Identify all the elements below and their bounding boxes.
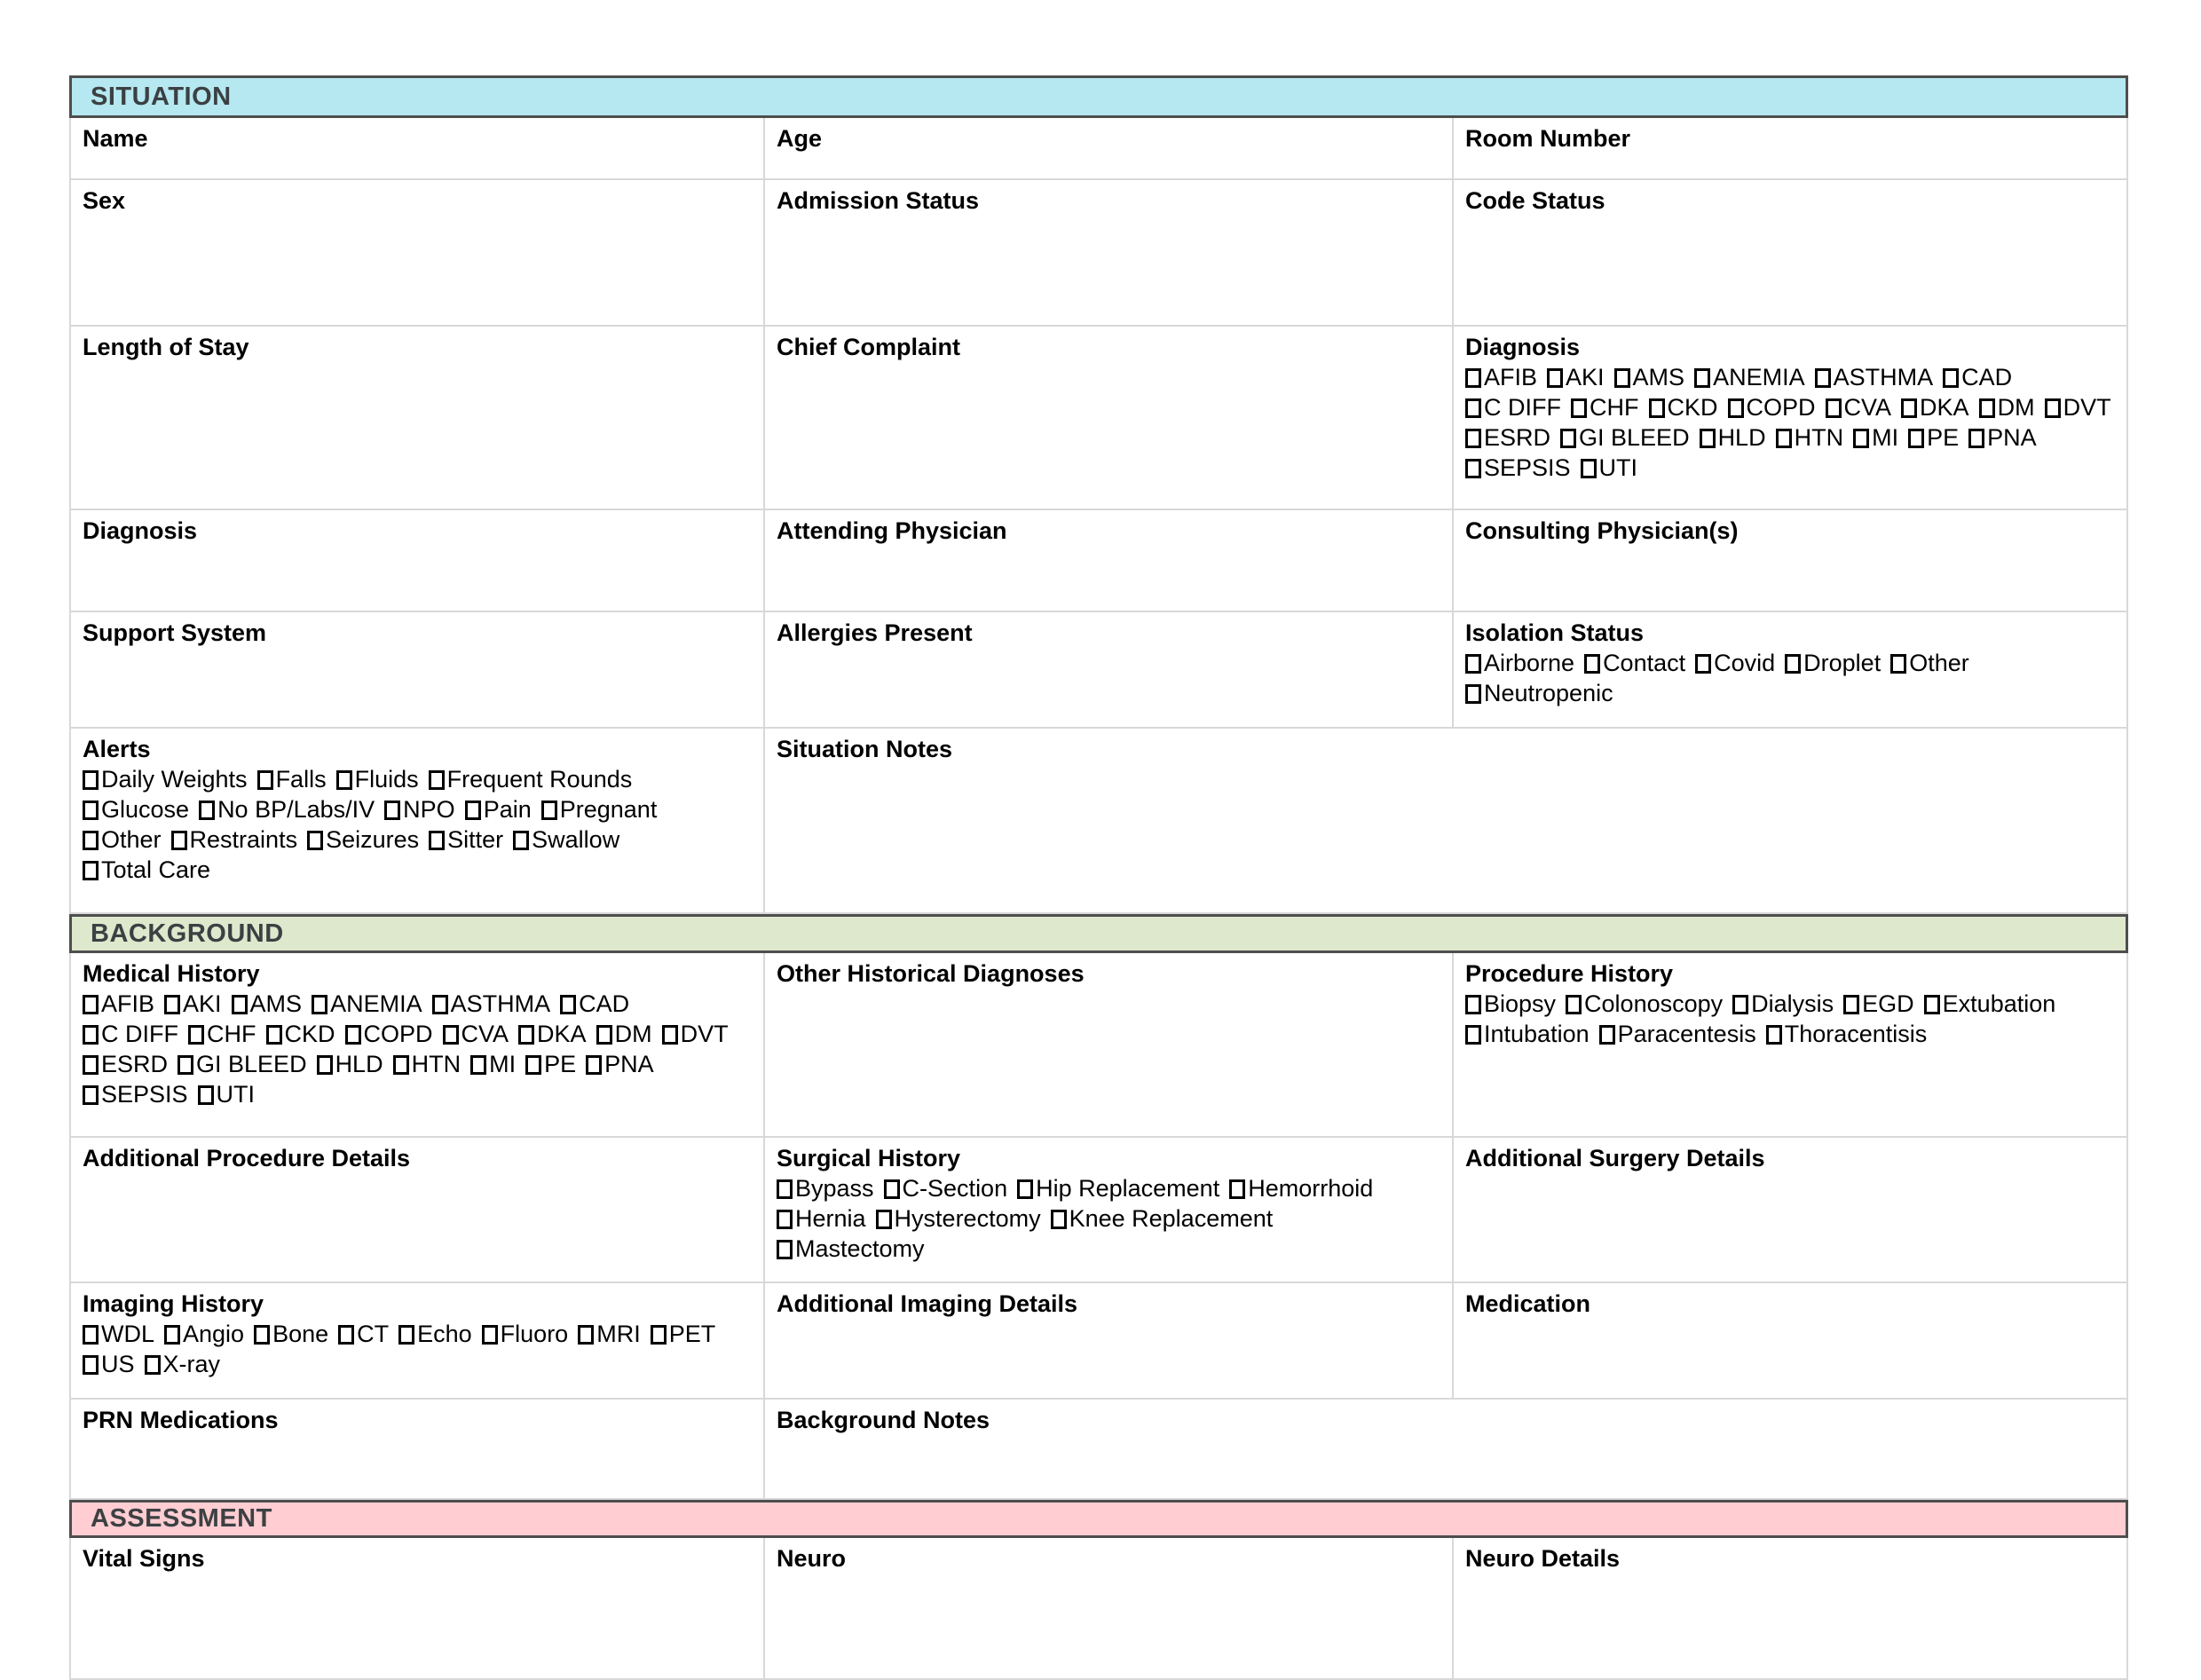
cell-label: Background Notes bbox=[777, 1407, 990, 1433]
checkbox-icon bbox=[384, 801, 400, 820]
checkbox-line bbox=[83, 764, 752, 794]
cell-label: Other Historical Diagnoses bbox=[777, 960, 1085, 987]
checkbox-icon bbox=[198, 1085, 214, 1105]
checkbox-icon bbox=[1943, 368, 1959, 388]
checkbox-icon bbox=[164, 1325, 180, 1345]
checkbox-item[interactable]: Echo bbox=[398, 1321, 472, 1347]
checkbox-item[interactable]: Bypass bbox=[777, 1175, 874, 1202]
cell-label: Diagnosis bbox=[1465, 334, 1581, 360]
checkbox-icon bbox=[1728, 398, 1744, 418]
checkbox-icon bbox=[1924, 995, 1940, 1014]
checkbox-item[interactable]: Angio bbox=[164, 1321, 244, 1347]
checkbox-icon bbox=[1566, 995, 1582, 1014]
section-header-situation bbox=[69, 75, 2128, 118]
checkbox-item[interactable]: Biopsy bbox=[1465, 990, 1556, 1017]
checkbox-item[interactable]: CT bbox=[338, 1321, 389, 1347]
cell-label: Vital Signs bbox=[83, 1545, 205, 1572]
checkbox-item[interactable]: CVA bbox=[443, 1021, 509, 1047]
checkbox-item[interactable]: MI bbox=[470, 1051, 516, 1077]
cell-label: Imaging History bbox=[83, 1290, 264, 1317]
cell-label: Additional Imaging Details bbox=[777, 1290, 1078, 1317]
section-title: BACKGROUND bbox=[91, 919, 284, 948]
checkbox-item[interactable]: Colonoscopy bbox=[1566, 990, 1723, 1017]
checkbox-icon bbox=[83, 1355, 99, 1375]
cell-label: Additional Procedure Details bbox=[83, 1145, 411, 1171]
checkbox-icon bbox=[1826, 398, 1842, 418]
table-row bbox=[69, 1283, 2128, 1400]
checkbox-item[interactable]: Seizures bbox=[307, 826, 419, 853]
table-row bbox=[69, 953, 2128, 1138]
checkbox-item[interactable]: Pain bbox=[465, 796, 532, 823]
cell-label: Diagnosis bbox=[83, 517, 198, 544]
checkbox-icon bbox=[560, 995, 576, 1014]
checkbox-item[interactable]: ASTHMA bbox=[1815, 364, 1934, 390]
cell-room-number[interactable] bbox=[1454, 118, 2128, 180]
checkbox-item[interactable]: PE bbox=[525, 1051, 576, 1077]
checkbox-icon bbox=[777, 1210, 793, 1229]
checkbox-icon bbox=[1908, 429, 1924, 448]
cell-prn-medications[interactable] bbox=[69, 1400, 765, 1500]
checkbox-item[interactable]: WDL bbox=[83, 1321, 154, 1347]
checkbox-line bbox=[1465, 453, 2115, 483]
checkbox-icon bbox=[1732, 995, 1748, 1014]
checkbox-item[interactable]: Mastectomy bbox=[777, 1235, 925, 1262]
checkbox-item[interactable]: Fluoro bbox=[482, 1321, 569, 1347]
checkbox-item[interactable]: Daily Weights bbox=[83, 766, 248, 793]
checkbox-item[interactable]: Hemorrhoid bbox=[1229, 1175, 1373, 1202]
checkbox-item[interactable]: ESRD bbox=[1465, 424, 1550, 451]
checkbox-item[interactable]: PNA bbox=[1968, 424, 2037, 451]
checkbox-icon bbox=[145, 1355, 161, 1375]
checkbox-line bbox=[1465, 422, 2115, 453]
checkbox-item[interactable]: DM bbox=[596, 1021, 652, 1047]
checkbox-item[interactable]: HLD bbox=[317, 1051, 383, 1077]
checkbox-icon bbox=[2045, 398, 2061, 418]
checkbox-icon bbox=[470, 1055, 486, 1075]
cell-imaging-history[interactable] bbox=[69, 1283, 765, 1400]
checkbox-item[interactable]: X-ray bbox=[145, 1351, 221, 1377]
cell-label: Admission Status bbox=[777, 187, 980, 214]
checkbox-icon bbox=[596, 1025, 612, 1045]
checkbox-item[interactable]: Fluids bbox=[336, 766, 419, 793]
checkbox-icon bbox=[83, 1085, 99, 1105]
cell-label: Allergies Present bbox=[777, 619, 973, 646]
checkbox-icon bbox=[1465, 368, 1481, 388]
cell-label: Isolation Status bbox=[1465, 619, 1645, 646]
cell-diagnosis-checklist[interactable] bbox=[1454, 327, 2128, 510]
checkbox-item[interactable]: PNA bbox=[586, 1051, 654, 1077]
checkbox-icon bbox=[338, 1325, 354, 1345]
cell-support-system[interactable] bbox=[69, 612, 765, 729]
checkbox-icon bbox=[1581, 459, 1597, 478]
checkbox-icon bbox=[164, 995, 180, 1014]
checkbox-icon bbox=[1465, 429, 1481, 448]
checkbox-icon bbox=[178, 1055, 193, 1075]
checkbox-item[interactable]: Contact bbox=[1584, 650, 1685, 676]
cell-label: Procedure History bbox=[1465, 960, 1674, 987]
checkbox-icon bbox=[884, 1179, 900, 1199]
checkbox-icon bbox=[432, 995, 448, 1014]
checkbox-item[interactable]: DM bbox=[1979, 394, 2035, 421]
checkbox-item[interactable]: AFIB bbox=[1465, 364, 1537, 390]
checkbox-icon bbox=[83, 995, 99, 1014]
cell-background-notes[interactable] bbox=[765, 1400, 2128, 1500]
checkbox-icon bbox=[83, 770, 99, 790]
checkbox-line bbox=[83, 855, 752, 885]
checkbox-icon bbox=[83, 831, 99, 850]
section-header-background bbox=[69, 914, 2128, 953]
cell-additional-procedure-details[interactable] bbox=[69, 1138, 765, 1283]
checkbox-line bbox=[83, 1079, 752, 1109]
checkbox-item[interactable]: AMS bbox=[1614, 364, 1685, 390]
checkbox-icon bbox=[1584, 654, 1600, 674]
section-title: ASSESSMENT bbox=[91, 1504, 272, 1533]
checkbox-item[interactable]: US bbox=[83, 1351, 135, 1377]
checkbox-item[interactable]: Other bbox=[83, 826, 162, 853]
checkbox-item[interactable]: PET bbox=[651, 1321, 716, 1347]
cell-attending-physician[interactable] bbox=[765, 510, 1454, 612]
checkbox-item[interactable]: Neutropenic bbox=[1465, 680, 1613, 706]
checkbox-icon bbox=[1843, 995, 1859, 1014]
checkbox-line bbox=[777, 1173, 1440, 1203]
table-row bbox=[69, 1538, 2128, 1680]
checkbox-icon bbox=[1547, 368, 1563, 388]
checkbox-line bbox=[83, 1349, 752, 1379]
checkbox-item[interactable]: ANEMIA bbox=[312, 990, 422, 1017]
checkbox-icon bbox=[1785, 654, 1801, 674]
checkbox-icon bbox=[336, 770, 352, 790]
checkbox-icon bbox=[317, 1055, 333, 1075]
checkbox-icon bbox=[1766, 1025, 1782, 1045]
checkbox-icon bbox=[257, 770, 273, 790]
checkbox-item[interactable]: Intubation bbox=[1465, 1021, 1590, 1047]
checkbox-line bbox=[1465, 678, 2115, 708]
cell-additional-imaging-details[interactable] bbox=[765, 1283, 1454, 1400]
checkbox-icon bbox=[465, 801, 481, 820]
cell-label: Medical History bbox=[83, 960, 260, 987]
checkbox-item[interactable]: Other bbox=[1890, 650, 1969, 676]
checkbox-icon bbox=[1776, 429, 1792, 448]
table-row bbox=[69, 1138, 2128, 1283]
checkbox-item[interactable]: C-Section bbox=[884, 1175, 1008, 1202]
checkbox-icon bbox=[1700, 429, 1716, 448]
checkbox-item[interactable]: Restraints bbox=[171, 826, 298, 853]
checkbox-item[interactable]: C DIFF bbox=[83, 1021, 178, 1047]
checkbox-icon bbox=[443, 1025, 459, 1045]
checkbox-line bbox=[1465, 362, 2115, 392]
table-row bbox=[69, 118, 2128, 180]
checkbox-item[interactable]: Bone bbox=[254, 1321, 328, 1347]
cell-isolation-status[interactable] bbox=[1454, 612, 2128, 729]
cell-surgical-history[interactable] bbox=[765, 1138, 1454, 1283]
checkbox-line bbox=[83, 824, 752, 855]
checkbox-icon bbox=[429, 831, 445, 850]
checkbox-item[interactable]: Covid bbox=[1695, 650, 1775, 676]
checkbox-item[interactable]: GI BLEED bbox=[178, 1051, 307, 1077]
cell-label: Medication bbox=[1465, 1290, 1591, 1317]
checkbox-item[interactable]: Extubation bbox=[1924, 990, 2056, 1017]
cell-label: Support System bbox=[83, 619, 267, 646]
checkbox-icon bbox=[1229, 1179, 1245, 1199]
cell-chief-complaint[interactable] bbox=[765, 327, 1454, 510]
checkbox-line bbox=[777, 1203, 1440, 1234]
cell-medical-history[interactable] bbox=[69, 953, 765, 1138]
checkbox-item[interactable]: EGD bbox=[1843, 990, 1914, 1017]
checkbox-icon bbox=[662, 1025, 678, 1045]
checkbox-icon bbox=[345, 1025, 361, 1045]
checkbox-icon bbox=[1649, 398, 1665, 418]
checkbox-icon bbox=[1571, 398, 1587, 418]
checkbox-icon bbox=[777, 1240, 793, 1259]
checkbox-icon bbox=[1694, 368, 1710, 388]
checkbox-item[interactable]: GI BLEED bbox=[1560, 424, 1690, 451]
cell-neuro[interactable] bbox=[765, 1538, 1454, 1680]
checkbox-line bbox=[83, 1319, 752, 1349]
checkbox-item[interactable]: HTN bbox=[393, 1051, 462, 1077]
checkbox-line bbox=[83, 989, 752, 1019]
checkbox-item[interactable]: AKI bbox=[164, 990, 222, 1017]
cell-age[interactable] bbox=[765, 118, 1454, 180]
checkbox-item[interactable]: CAD bbox=[560, 990, 629, 1017]
checkbox-item[interactable]: ASTHMA bbox=[432, 990, 551, 1017]
checkbox-item[interactable]: Hernia bbox=[777, 1205, 866, 1232]
checkbox-item[interactable]: Knee Replacement bbox=[1051, 1205, 1274, 1232]
cell-label: Code Status bbox=[1465, 187, 1605, 214]
table-row bbox=[69, 1400, 2128, 1500]
checkbox-icon bbox=[232, 995, 248, 1014]
cell-label: Length of Stay bbox=[83, 334, 249, 360]
checkbox-icon bbox=[1051, 1210, 1067, 1229]
checkbox-item[interactable]: Glucose bbox=[83, 796, 189, 823]
checkbox-item[interactable]: Droplet bbox=[1785, 650, 1881, 676]
checkbox-icon bbox=[1695, 654, 1711, 674]
checkbox-item[interactable]: HLD bbox=[1700, 424, 1766, 451]
checkbox-item[interactable]: Falls bbox=[257, 766, 327, 793]
checkbox-item[interactable]: Thoracentisis bbox=[1766, 1021, 1928, 1047]
checkbox-icon bbox=[525, 1055, 541, 1075]
cell-label: Neuro bbox=[777, 1545, 847, 1572]
checkbox-item[interactable]: No BP/Labs/IV bbox=[199, 796, 375, 823]
checkbox-icon bbox=[1968, 429, 1984, 448]
checkbox-icon bbox=[312, 995, 327, 1014]
cell-label: Situation Notes bbox=[777, 736, 953, 762]
cell-label: Room Number bbox=[1465, 125, 1631, 152]
checkbox-item[interactable]: CKD bbox=[1649, 394, 1718, 421]
checkbox-icon bbox=[541, 801, 557, 820]
table-row bbox=[69, 327, 2128, 510]
cell-label: Additional Surgery Details bbox=[1465, 1145, 1765, 1171]
checkbox-icon bbox=[429, 770, 445, 790]
checkbox-item[interactable]: Paracentesis bbox=[1599, 1021, 1756, 1047]
section-header-assessment bbox=[69, 1500, 2128, 1538]
cell-medication[interactable] bbox=[1454, 1283, 2128, 1400]
section-title: SITUATION bbox=[91, 82, 232, 111]
checkbox-icon bbox=[171, 831, 187, 850]
cell-label: Alerts bbox=[83, 736, 151, 762]
cell-label: Consulting Physician(s) bbox=[1465, 517, 1739, 544]
checkbox-icon bbox=[199, 801, 215, 820]
cell-situation-notes[interactable] bbox=[765, 729, 2128, 914]
checkbox-item[interactable]: HTN bbox=[1776, 424, 1844, 451]
checkbox-item[interactable]: Sitter bbox=[429, 826, 503, 853]
checkbox-icon bbox=[578, 1325, 594, 1345]
cell-length-of-stay[interactable] bbox=[69, 327, 765, 510]
checkbox-item[interactable]: Swallow bbox=[513, 826, 619, 853]
checkbox-line bbox=[1465, 392, 2115, 422]
cell-procedure-history[interactable] bbox=[1454, 953, 2128, 1138]
checkbox-item[interactable]: COPD bbox=[345, 1021, 433, 1047]
cell-label: Sex bbox=[83, 187, 126, 214]
checkbox-icon bbox=[83, 1025, 99, 1045]
cell-other-historical-diagnoses[interactable] bbox=[765, 953, 1454, 1138]
cell-label: Neuro Details bbox=[1465, 1545, 1621, 1572]
checkbox-icon bbox=[83, 861, 99, 880]
cell-code-status[interactable] bbox=[1454, 180, 2128, 327]
checkbox-line bbox=[1465, 1019, 2115, 1049]
checkbox-icon bbox=[254, 1325, 270, 1345]
checkbox-icon bbox=[1465, 995, 1481, 1014]
checkbox-item[interactable]: Hip Replacement bbox=[1017, 1175, 1219, 1202]
checkbox-item[interactable]: UTI bbox=[1581, 454, 1638, 481]
checkbox-item[interactable]: MI bbox=[1853, 424, 1898, 451]
checkbox-item[interactable]: MRI bbox=[578, 1321, 641, 1347]
checkbox-item[interactable]: Airborne bbox=[1465, 650, 1574, 676]
checkbox-icon bbox=[876, 1210, 892, 1229]
checkbox-item[interactable]: UTI bbox=[198, 1081, 256, 1108]
checkbox-icon bbox=[83, 801, 99, 820]
checkbox-icon bbox=[1853, 429, 1869, 448]
checkbox-icon bbox=[1599, 1025, 1615, 1045]
cell-neuro-details[interactable] bbox=[1454, 1538, 2128, 1680]
checkbox-item[interactable]: CVA bbox=[1826, 394, 1892, 421]
checkbox-item[interactable]: Total Care bbox=[83, 856, 210, 883]
checkbox-item[interactable]: SEPSIS bbox=[1465, 454, 1571, 481]
checkbox-icon bbox=[393, 1055, 409, 1075]
cell-sex[interactable] bbox=[69, 180, 765, 327]
checkbox-item[interactable]: SEPSIS bbox=[83, 1081, 188, 1108]
checkbox-line bbox=[83, 794, 752, 824]
sbar-form-table bbox=[69, 75, 2128, 1680]
cell-alerts[interactable] bbox=[69, 729, 765, 914]
checkbox-line bbox=[777, 1234, 1440, 1264]
checkbox-line bbox=[83, 1049, 752, 1079]
checkbox-item[interactable]: ESRD bbox=[83, 1051, 168, 1077]
checkbox-icon bbox=[518, 1025, 534, 1045]
checkbox-icon bbox=[651, 1325, 667, 1345]
checkbox-icon bbox=[1890, 654, 1906, 674]
checkbox-line bbox=[1465, 989, 2115, 1019]
checkbox-icon bbox=[83, 1055, 99, 1075]
checkbox-icon bbox=[1465, 684, 1481, 704]
checkbox-item[interactable]: Pregnant bbox=[541, 796, 658, 823]
checkbox-item[interactable]: DKA bbox=[1901, 394, 1969, 421]
checkbox-item[interactable]: CHF bbox=[1571, 394, 1639, 421]
checkbox-icon bbox=[188, 1025, 204, 1045]
checkbox-item[interactable]: Dialysis bbox=[1732, 990, 1834, 1017]
cell-label: Attending Physician bbox=[777, 517, 1007, 544]
checkbox-item[interactable]: Hysterectomy bbox=[876, 1205, 1041, 1232]
checkbox-item[interactable]: DKA bbox=[518, 1021, 587, 1047]
checkbox-item[interactable]: C DIFF bbox=[1465, 394, 1561, 421]
cell-vital-signs[interactable] bbox=[69, 1538, 765, 1680]
checkbox-icon bbox=[1465, 1025, 1481, 1045]
cell-diagnosis[interactable] bbox=[69, 510, 765, 612]
checkbox-icon bbox=[1465, 459, 1481, 478]
checkbox-item[interactable]: ANEMIA bbox=[1694, 364, 1805, 390]
checkbox-item[interactable]: COPD bbox=[1728, 394, 1816, 421]
checkbox-icon bbox=[1901, 398, 1917, 418]
table-row bbox=[69, 510, 2128, 612]
cell-consulting-physicians[interactable] bbox=[1454, 510, 2128, 612]
checkbox-line bbox=[1465, 648, 2115, 678]
table-row bbox=[69, 729, 2128, 914]
checkbox-item[interactable]: CAD bbox=[1943, 364, 2012, 390]
checkbox-icon bbox=[1560, 429, 1576, 448]
table-row bbox=[69, 180, 2128, 327]
cell-label: Chief Complaint bbox=[777, 334, 960, 360]
checkbox-item[interactable]: AKI bbox=[1547, 364, 1605, 390]
checkbox-icon bbox=[83, 1325, 99, 1345]
checkbox-item[interactable]: CHF bbox=[188, 1021, 256, 1047]
checkbox-icon bbox=[513, 831, 529, 850]
cell-label: Surgical History bbox=[777, 1145, 961, 1171]
cell-additional-surgery-details[interactable] bbox=[1454, 1138, 2128, 1283]
checkbox-item[interactable]: AMS bbox=[232, 990, 303, 1017]
checkbox-icon bbox=[1465, 654, 1481, 674]
checkbox-item[interactable]: CKD bbox=[266, 1021, 335, 1047]
checkbox-item[interactable]: PE bbox=[1908, 424, 1959, 451]
checkbox-item[interactable]: DVT bbox=[2045, 394, 2111, 421]
checkbox-item[interactable]: DVT bbox=[662, 1021, 729, 1047]
checkbox-icon bbox=[1979, 398, 1995, 418]
cell-name[interactable] bbox=[69, 118, 765, 180]
checkbox-icon bbox=[586, 1055, 602, 1075]
checkbox-item[interactable]: Frequent Rounds bbox=[429, 766, 633, 793]
cell-label: PRN Medications bbox=[83, 1407, 279, 1433]
checkbox-line bbox=[83, 1019, 752, 1049]
cell-allergies-present[interactable] bbox=[765, 612, 1454, 729]
checkbox-item[interactable]: AFIB bbox=[83, 990, 154, 1017]
table-row bbox=[69, 612, 2128, 729]
checkbox-icon bbox=[482, 1325, 498, 1345]
cell-label: Age bbox=[777, 125, 823, 152]
checkbox-icon bbox=[1815, 368, 1831, 388]
checkbox-icon bbox=[398, 1325, 414, 1345]
checkbox-icon bbox=[1465, 398, 1481, 418]
checkbox-icon bbox=[266, 1025, 282, 1045]
checkbox-icon bbox=[307, 831, 323, 850]
cell-label: Name bbox=[83, 125, 148, 152]
checkbox-item[interactable]: NPO bbox=[384, 796, 455, 823]
checkbox-icon bbox=[777, 1179, 793, 1199]
checkbox-icon bbox=[1614, 368, 1630, 388]
checkbox-icon bbox=[1017, 1179, 1033, 1199]
cell-admission-status[interactable] bbox=[765, 180, 1454, 327]
